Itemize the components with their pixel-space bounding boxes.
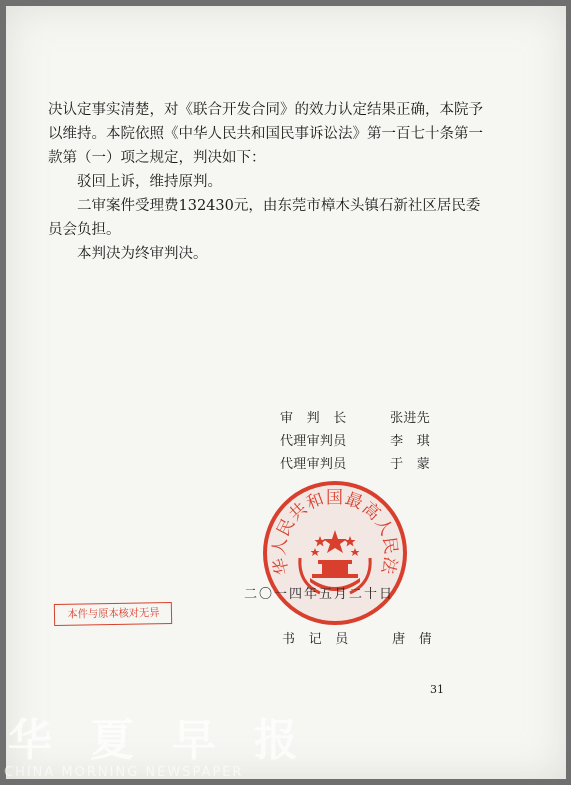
signature-row	[280, 407, 430, 430]
judgment-text	[48, 98, 488, 266]
signature-role: 代理审判员	[280, 434, 347, 449]
signature-row	[280, 453, 430, 476]
court-seal-icon	[260, 478, 410, 628]
signature-name: 于 蒙	[390, 457, 430, 472]
paragraph-ruling: 驳回上诉，维持原判。	[77, 174, 222, 190]
certification-stamp	[54, 602, 172, 626]
paragraph-reasoning: 决认定事实清楚，对《联合开发合同》的效力认定结果正确，本院予以维持。本院依照《中华人民共和国民事诉讼法》第一百七十条第一款第（一）项之规定，判决如下：	[48, 102, 483, 166]
court-seal	[260, 478, 410, 628]
paragraph-fee: 二审案件受理费132430元，由东莞市樟木头镇石新社区居民委员会负担。	[48, 198, 481, 238]
judgment-date: 二〇一四年五月二十日	[244, 587, 395, 602]
page-number: 31	[430, 683, 444, 696]
paragraph-final: 本判决为终审判决。	[77, 246, 208, 262]
seal-text: 华人民共和国最高人民法	[269, 487, 401, 577]
document-page	[6, 6, 566, 779]
signature-role: 审 判 长	[280, 411, 347, 426]
signature-row	[280, 430, 430, 453]
certification-stamp-text: 本件与原本核对无异	[66, 606, 160, 621]
clerk-role: 书 记 员	[282, 632, 349, 647]
signature-role: 代理审判员	[280, 457, 347, 472]
watermark-chinese: 华夏早报	[8, 715, 336, 766]
clerk-signature	[282, 628, 432, 648]
signature-name: 李 琪	[390, 434, 430, 449]
watermark-english: CHINA MORNING NEWSPAPER	[4, 765, 244, 780]
judge-signatures	[280, 407, 430, 476]
clerk-name: 唐 倩	[392, 632, 432, 647]
signature-name: 张进先	[390, 411, 430, 426]
